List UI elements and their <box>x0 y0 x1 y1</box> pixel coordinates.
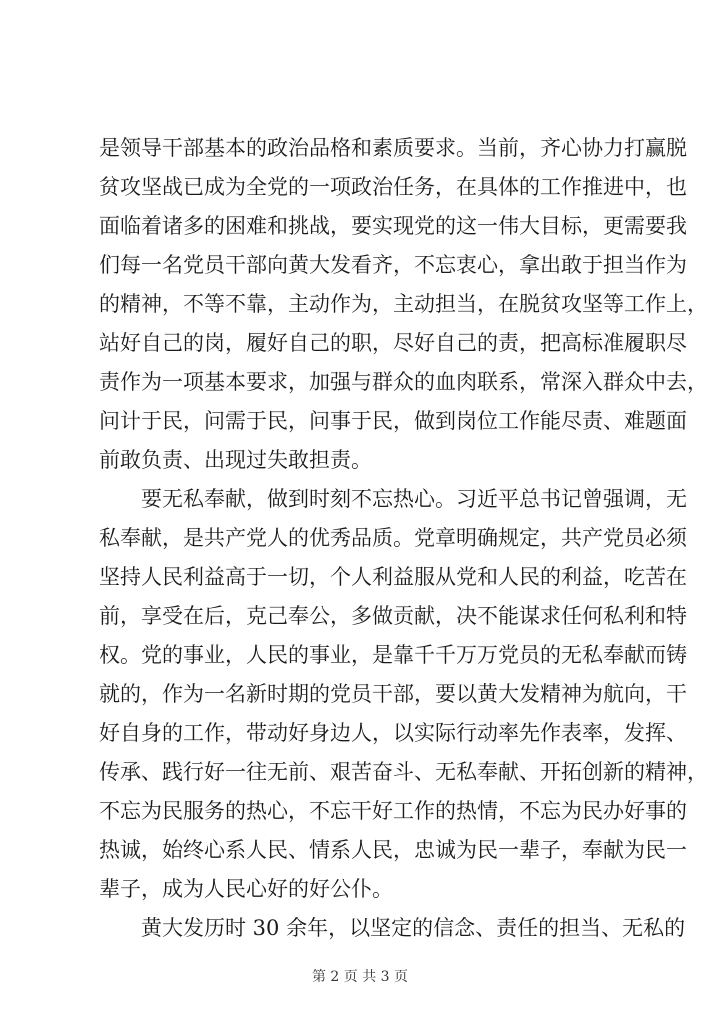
text-line: 的精神，不等不靠，主动作为，主动担当，在脱贫攻坚等工作上， <box>99 292 708 316</box>
paragraph-first-line: 黄大发历时 30 余年，以坚定的信念、责任的担当、无私的 <box>141 916 686 940</box>
text-line: 热诚，始终心系人民、情系人民，忠诚为民一辈子，奉献为民一 <box>99 838 687 862</box>
text-line: 坚持人民利益高于一切，个人利益服从党和人民的利益，吃苦在 <box>99 565 687 589</box>
text-line: 前敢负责、出现过失敢担责。 <box>99 448 372 472</box>
text-line: 们每一名党员干部向黄大发看齐，不忘衷心，拿出敢于担当作为 <box>99 253 687 277</box>
text-line: 不忘为民服务的热心，不忘干好工作的热情，不忘为民办好事的 <box>99 799 687 823</box>
page-number-footer: 第 2 页 共 3 页 <box>311 969 409 985</box>
text-line: 就的，作为一名新时期的党员干部，要以黄大发精神为航向，干 <box>99 682 687 706</box>
text-line: 私奉献，是共产党人的优秀品质。党章明确规定，共产党员必须 <box>99 526 687 550</box>
text-line: 问计于民，问需于民，问事于民，做到岗位工作能尽责、难题面 <box>99 409 687 433</box>
text-line: 前，享受在后，克己奉公，多做贡献，决不能谋求任何私利和特 <box>99 604 687 628</box>
text-line: 辈子，成为人民心好的好公仆。 <box>99 877 393 901</box>
text-line: 站好自己的岗，履好自己的职，尽好自己的责，把高标准履职尽 <box>99 331 687 355</box>
text-line: 面临着诸多的困难和挑战，要实现党的这一伟大目标，更需要我 <box>99 214 687 238</box>
text-line: 好自身的工作，带动好身边人，以实际行动率先作表率，发挥、 <box>99 721 687 745</box>
text-line: 贫攻坚战已成为全党的一项政治任务，在具体的工作推进中，也 <box>99 175 687 199</box>
text-line: 是领导干部基本的政治品格和素质要求。当前，齐心协力打赢脱 <box>99 136 687 160</box>
text-line: 传承、践行好一往无前、艰苦奋斗、无私奉献、开拓创新的精神， <box>99 760 708 784</box>
text-line: 责作为一项基本要求，加强与群众的血肉联系，常深入群众中去， <box>99 370 708 394</box>
text-line: 权。党的事业，人民的事业，是靠千千万万党员的无私奉献而铸 <box>99 643 687 667</box>
paragraph-first-line: 要无私奉献，做到时刻不忘热心。习近平总书记曾强调，无 <box>141 487 687 511</box>
